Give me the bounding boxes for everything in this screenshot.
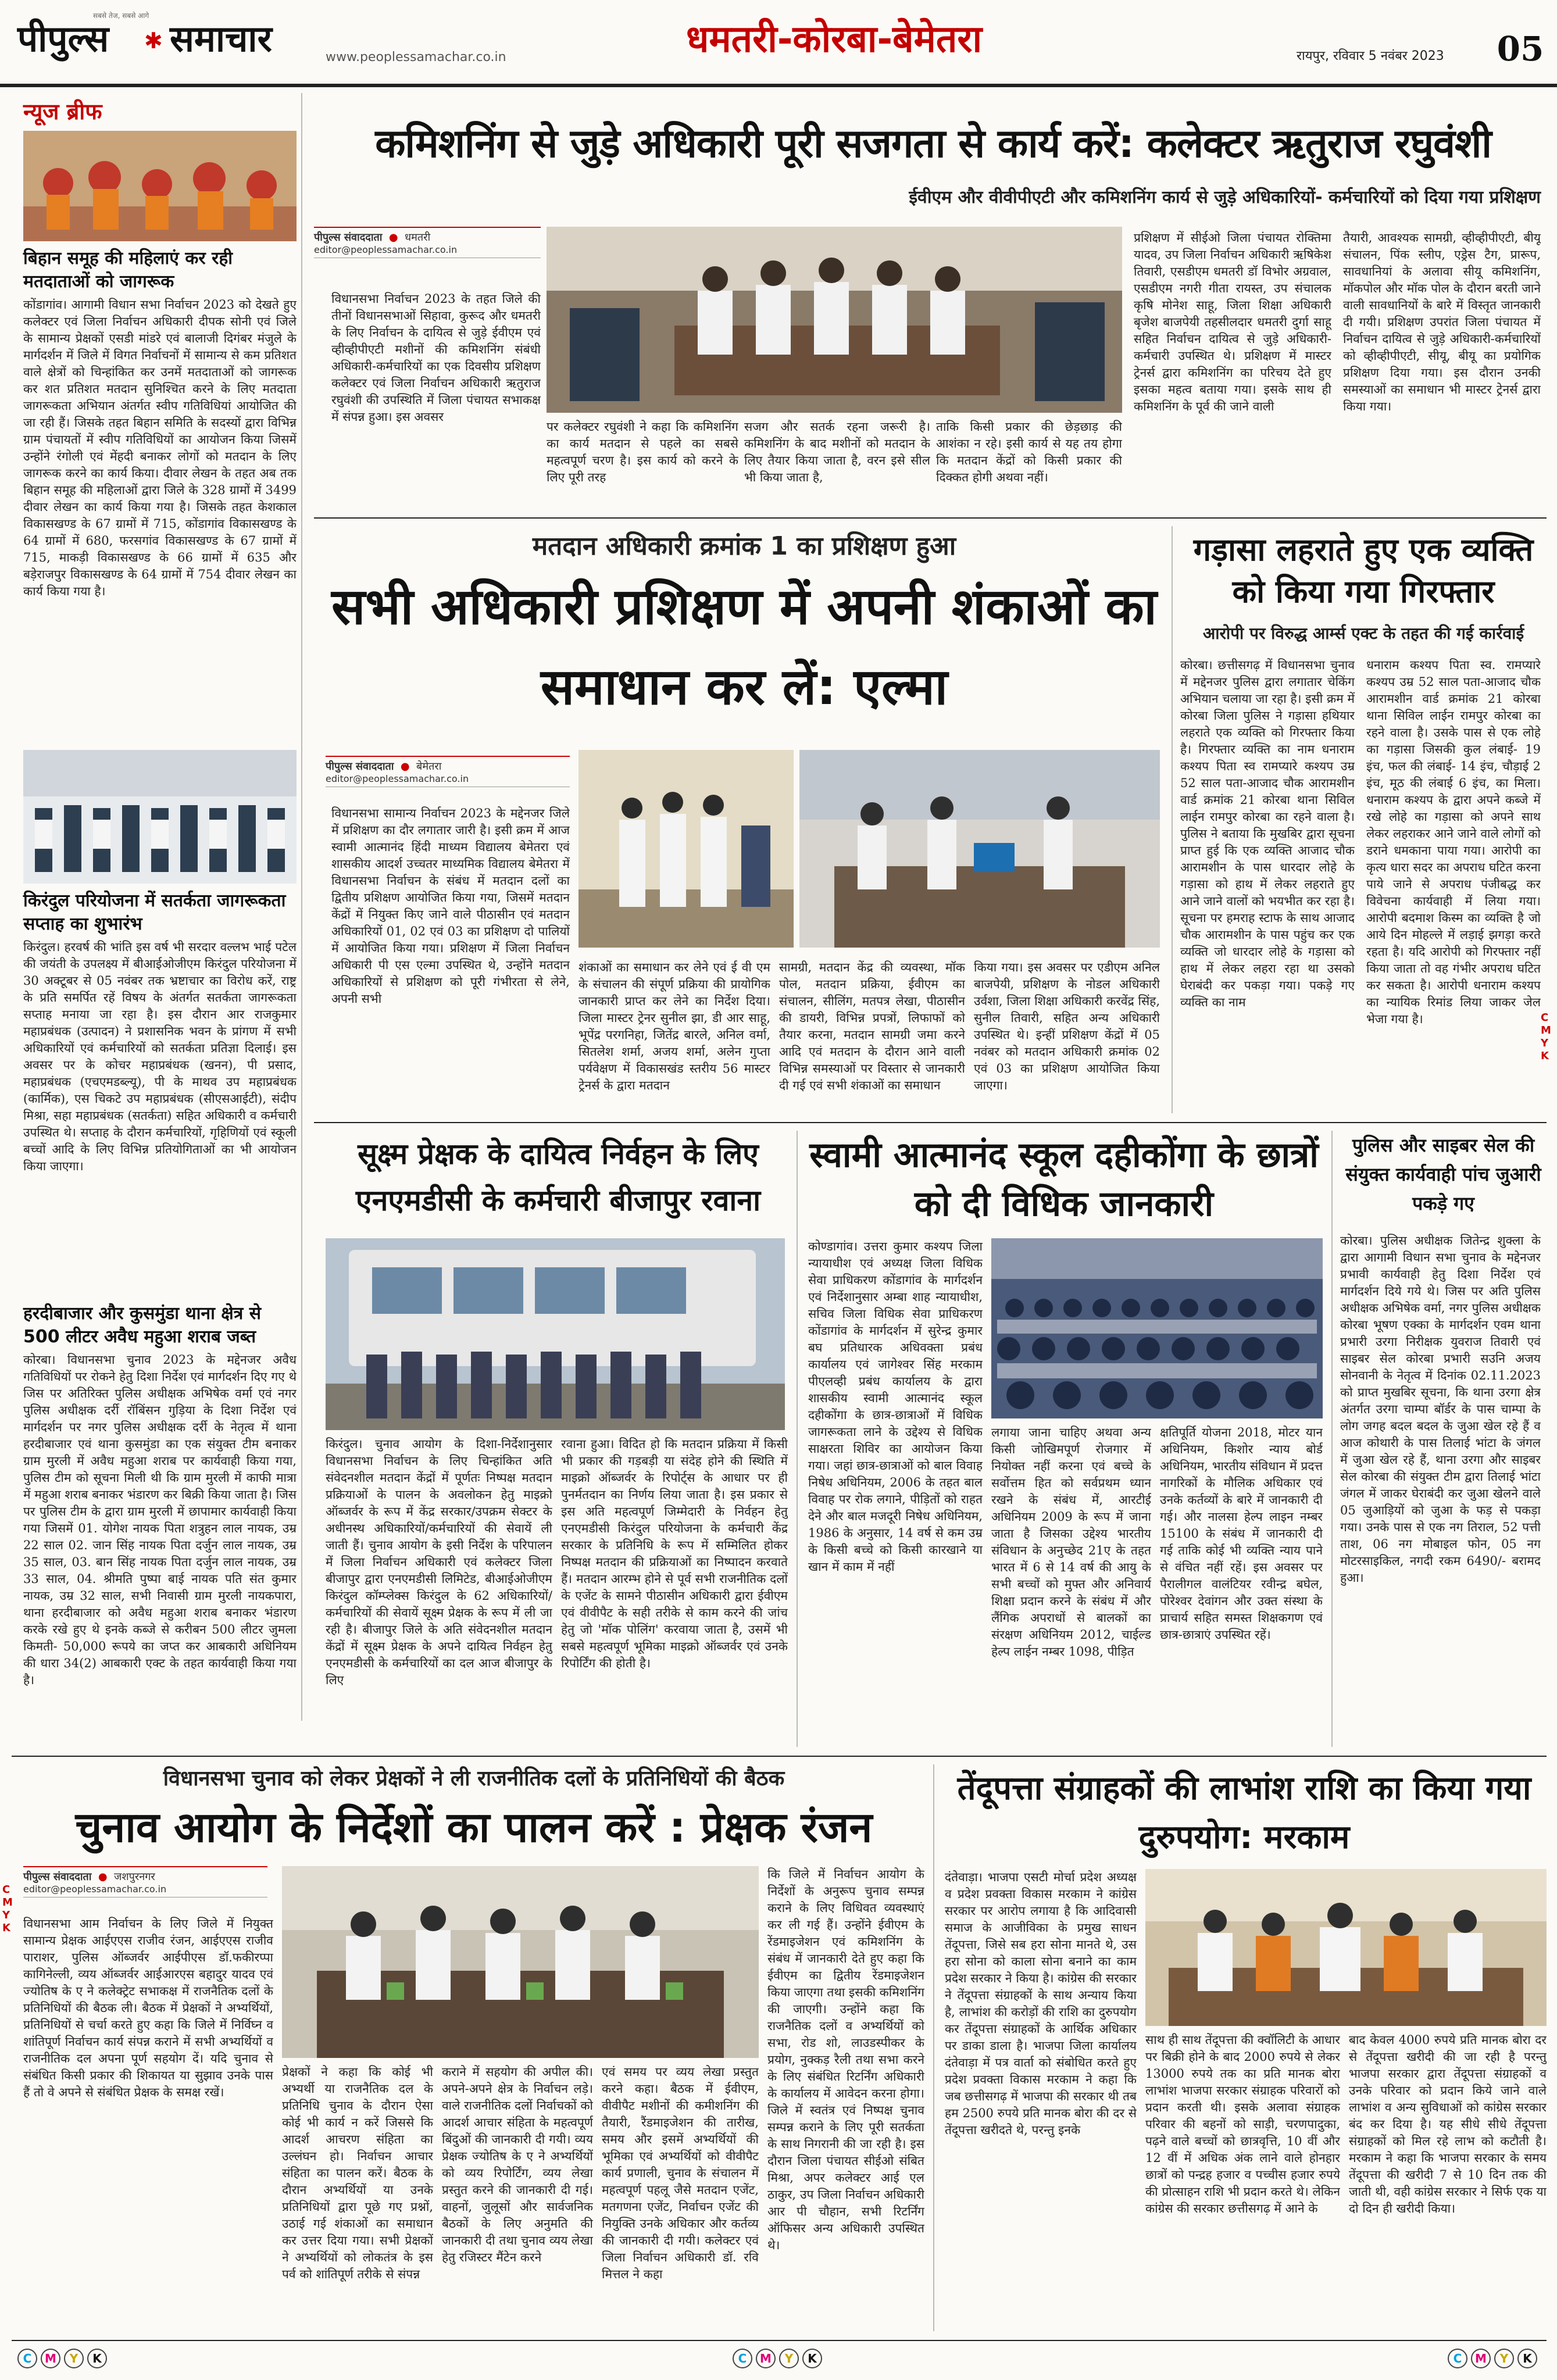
story2-col-3: सामग्री, मतदान केंद्र की व्यवस्था, मॉक पोल, मतदान प्रक्रिया, ईवीएम का संचालन, सीलिंग, मतपत्र लेखा, पीठासीन की डायरी, विभिन्न प्रपत्रों, लिफाफों को तैयार करना, मतदान सामग्री जमा करने आदि एवं मतदान के दौरान आने वाली विभिन्न समस्याओं पर विस्तार से जानकारी दी गई एवं सभी शंकाओं का समाधान (779, 960, 965, 1092)
brief-headline-2: किरंदुल परियोजना में सतर्कता जागरूकता सप्ताह का शुभारंभ (23, 891, 286, 934)
separator-icon: ● (397, 760, 413, 773)
brief-label: न्यूज ब्रीफ (23, 99, 102, 124)
lead-headline: कमिशनिंग से जुड़े अधिकारी पूरी सजगता से कार्य करें: कलेक्टर ऋतुराज रघुवंशी (375, 121, 1491, 167)
cmyk-mark-center (733, 2349, 822, 2368)
story4-headline: सूक्ष्म प्रेक्षक के दायित्व निर्वहन के लिए एनएमडीसी के कर्मचारी बीजापुर रवाना (355, 1137, 761, 1217)
story7-col-5: कि जिले में निर्वाचन आयोग के निर्देशों के अनुरूप चुनाव सम्पन्न कराने के लिए विधिवत व्यवस्थाएं कर ली गई हैं। उन्होंने ईवीएम के रेंडमाइजेशन एवं कमिशनिंग के संबंध में जानकारी देते हुए कहा कि ईवीएम का द्वितीय रेंडमाइजेशन किया जाएगा तथा इसकी कमिशनिंग की जाएगी। उन्होंने कहा कि राजनैतिक दलों व अभ्यर्थियों को सभा, रोड शो, लाउडस्पीकर के प्रयोग, नुक्कड़ रैली तथा सभा करने के लिए संबंधित रिटर्निंग अधिकारी के कार्यालय में आवेदन करना होगा। जिले में स्वतंत्र एवं निष्पक्ष चुनाव सम्पन्न कराने के लिए पूरी सतर्कता के साथ निगरानी की जा रही है। इस दौरान जिला पंचायत सीईओ संबित मिश्रा, अपर कलेक्टर आई एल ठाकुर, उप जिला निर्वाचन अधिकारी आर पी चौहान, सभी रिटर्निंग ऑफिसर अन्य अधिकारी उपस्थित थे। (767, 1867, 924, 2252)
brief-headline-3: हरदीबाजार और कुसमुंडा थाना क्षेत्र से 500 लीटर अवैध महुआ शराब जब्त (23, 1303, 262, 1347)
logo-name-right: समाचार (170, 17, 272, 60)
story3-divider (1172, 526, 1173, 1113)
footer-rule (12, 2340, 1547, 2341)
cmyk-m: M (41, 2349, 60, 2368)
separator-icon: ● (385, 231, 402, 244)
story5-photo-students (991, 1238, 1323, 1418)
story7-col-2: प्रेक्षकों ने कहा कि कोई भी अभ्यर्थी या राजनैतिक दल के प्रतिनिधि चुनाव के दौरान ऐसा कोई भी कार्य न करें जिससे कि आदर्श आचरण संहिता का उल्लंघन हो। निर्वाचन आचार संहिता का पालन करें। बैठक के दौरान अभ्यर्थियों या उनके प्रतिनिधियों द्वारा पूछे गए प्रश्नों, उठाई गई शंकाओं का समाधान कर उत्तर दिया गया। सभी प्रेक्षकों ने अभ्यर्थियों को लोकतंत्र के इस पर्व को शांतिपूर्ण तरीके से संपन्न (282, 2065, 433, 2281)
cmyk-k: K (802, 2349, 822, 2368)
lead-col-5: प्रशिक्षण में सीईओ जिला पंचायत रोक्तिमा यादव, उप जिला निर्वाचन अधिकारी ऋषिकेश तिवारी, एसडीएम धमतरी डॉ विभोर अग्रवाल, एसडीएम नगरी गीता रायस्त, उप संचालक कृषि मोनेश साहू, जिला शिक्षा अधिकारी बृजेश बाजपेयी तहसीलदार धमतरी दुर्गा साहू सहित निर्वाचन दायित्व से जुड़े अधिकारी-कर्मचारी उपस्थित थे। प्रशिक्षण में मास्टर ट्रेनर्स द्वारा कमिशनिंग का परिचय देते हुए इसका महत्व बताया गया। इसके साथ ही कमिशनिंग के पूर्व की जाने वाली (1134, 231, 1331, 413)
story4-col-2: रवाना हुआ। विदित हो कि मतदान प्रक्रिया में किसी भी प्रकार की गड़बड़ी या संदेह होने की स्थिति में माइक्रो ऑब्जर्वर के रिपोर्ट्स के आधार पर ही पुनर्मतदान का निर्णय लिया जाता है। इस प्रकार से इस अति महत्वपूर्ण जिम्मेदारी के निर्वहन हेतु एनएमडीसी किरंदुल परियोजना के कर्मचारी केंद्र सरकार के प्रतिनिधि के रूप में सम्मिलित होकर निष्पक्ष मतदान की प्रक्रियाओं का निष्पादन करवाते हैं। मतदान आरम्भ होने से पूर्व सभी राजनीतिक दलों के एजेंट के सामने पीठासीन अधिकारी द्वारा ईवीएम एवं वीवीपैट के सही तरीके से काम करने की जांच हेतु जो 'मॉक पोलिंग' करवाया जाता है, उसमें भी सबसे महत्वपूर्ण भूमिका माइक्रो ऑब्जर्वर एवं उनके रिपोर्टिंग की होती है। (561, 1437, 788, 1670)
page-number: 05 (1497, 29, 1544, 69)
cmyk-y: Y (1494, 2349, 1514, 2368)
story8-col-3: बाद केवल 4000 रुपये प्रति मानक बोरा दर से तेंदूपत्ता खरीदी की जा रही है परन्तु भाजपा सरकार द्वारा तेंदूपत्ता संग्राहकों व उनके परिवार को प्रदान किये जाने वाले लाभांश व अन्य सुविधाओं को कांग्रेस सरकार बंद कर दिया है। यह सीधे सीधे तेंदूपत्ता संग्राहकों को मिल रहे लाभ को कटौती है। मरकाम ने कहा कि भाजपा सरकार के समय तेंदूपत्ता की खरीदी 7 से 10 दिन तक की जाती थी, वही कांग्रेस सरकार ने सिर्फ एक या दो दिन ही खरीदी किया। (1349, 2033, 1547, 2215)
story2-col-4: किया गया। इस अवसर पर एडीएम अनिल बाजपेयी, प्रशिक्षण के नोडल अधिकारी उर्वशा, जिला शिक्षा अधिकारी करवेंद्र सिंह, सुनील तिवारी, सहित अन्य अधिकारी उपस्थित थे। इन्हीं प्रशिक्षण केंद्रों में 05 नवंबर को मतदान अधिकारी क्रमांक 02 एवं 03 का प्रशिक्षण आयोजित किया जाएगा। (974, 960, 1160, 1092)
logo-star-icon: ✱ (144, 28, 163, 53)
row2-bottom-rule (314, 1122, 1547, 1123)
lead-bottom-rule (314, 517, 1547, 519)
story3-subhead: आरोपी पर विरुद्ध आर्म्स एक्ट के तहत की गई कार्रवाई (1202, 624, 1524, 643)
masthead (0, 0, 1557, 87)
story5-divider (797, 1131, 798, 1747)
story8-divider (933, 1764, 934, 2331)
story2-byline-name: पीपुल्स संवाददाता (326, 760, 394, 773)
story2-byline-place: बेमेतरा (416, 760, 442, 773)
lead-byline-name: पीपुल्स संवाददाता (314, 231, 383, 244)
story8-col-2: साथ ही साथ तेंदूपत्ता की क्वॉलिटी के आधार पर बिक्री होने के बाद 2000 रुपये से लेकर 13000 रुपये तक का प्रति मानक बोरा लाभांश भाजपा सरकार संग्राहक परिवारों को प्रदान करती थी। इसके अलावा संग्राहक परिवार की बहनों को साड़ी, चरणपादुका, पढ़ने वाले बच्चों को छात्रवृत्ति, 10 वीं और 12 वीं में अधिक अंक लाने वाले होनहार छात्रों को पन्द्रह हजार व पच्चीस हजार रुपये की प्रोत्साहन राशि भी प्रदान करते थे। लेकिन कांग्रेस की सरकार छत्तीसगढ़ में आने के (1145, 2033, 1340, 2215)
row3-bottom-rule (12, 1756, 1547, 1757)
story2-headline: सभी अधिकारी प्रशिक्षण में अपनी शंकाओं का समाधान कर लें: एल्मा (331, 578, 1157, 716)
story5-col-1: कोण्डागांव। उत्तरा कुमार कश्यप जिला न्यायाधीश एवं अध्यक्ष जिला विधिक सेवा प्राधिकरण कोंडागांव के मार्गदर्शन एवं निर्देशानुसार अम्बा शाह न्यायाधीश, सचिव जिला विधिक सेवा प्राधिकरण कोंडागांव के मार्गदर्शन में सुरेन्द्र कुमार बघ प्रतिधारक अधिवक्ता प्रबंध कार्यालय एवं जागेश्वर सिंह मरकाम पीएलव्ही प्रबंध कार्यालय के द्वारा शासकीय स्वामी आत्मानंद स्कूल दहीकोंगा के छात्र-छात्राओं में विधिक जागरूकता लाने के उद्देश्य से विधिक साक्षरता शिविर का आयोजन किया गया। जहां छात्र-छात्राओं को बाल विवाह निषेध अधिनियम, 2006 के तहत बाल विवाह पर रोक लगाने, पीड़ितों को राहत देने और बाल मजदूरी निषेध अधिनियम, 1986 के अनुसार, 14 वर्ष से कम उम्र के किसी बच्चे को किसी कारखाने या खान में काम में नहीं (808, 1239, 983, 1574)
story3-headline: गड़ासा लहराते हुए एक व्यक्ति को किया गया गिरफ्तार (1193, 531, 1534, 610)
story7-photo (282, 1866, 759, 2058)
story7-email[interactable]: editor@peoplessamachar.co.in (23, 1884, 167, 1895)
story7-kicker: विधानसभा चुनाव को लेकर प्रेक्षकों ने ली राजनीतिक दलों के प्रतिनिधियों की बैठक (163, 1767, 785, 1791)
logo-name-left: पीपुल्स (17, 17, 109, 60)
story2-col-1: विधानसभा सामान्य निर्वाचन 2023 के मद्देनजर जिले में प्रशिक्षण का दौर लगातार जारी है। इसी क्रम में आज स्वामी आत्मानंद हिंदी माध्यम विद्यालय बेमेतरा एवं शासकीय आदर्श उच्चतर माध्यमिक विद्यालय बेमेतरा में विधानसभा निर्वाचन के संबंध में मतदान दलों का द्वितीय प्रशिक्षण आयोजित किया गया, जिसमें मतदान केंद्रों में नियुक्त किए जाने वाले पीठासीन एवं मतदान अधिकारियों 01, 02 एवं 03 का प्रशिक्षण दो पालियों में आयोजित किया गया। प्रशिक्षण में जिला निर्वाचन अधिकारी पी एस एल्मा उपस्थित थे, उन्होंने मतदान अधिकारियों से प्रशिक्षण को पूरी गंभीरता से लेने, अपनी सभी (331, 806, 570, 1006)
story2-photo-left (578, 750, 794, 948)
side-cmyk-mark-left: CMYK (2, 1884, 13, 1934)
story2-kicker: मतदान अधिकारी क्रमांक 1 का प्रशिक्षण हुआ (532, 531, 956, 561)
separator-icon: ● (95, 1871, 111, 1883)
brief-body-2: किरंदुल। हरवर्ष की भांति इस वर्ष भी सरदार वल्लभ भाई पटेल की जयंती के उपलक्ष्य में बीआईओजीएम किरंदुल परियोजना में 30 अक्टूबर से 05 नवंबर तक भ्रष्टाचार का विरोध करें, राष्ट्र के प्रति समर्पित रहें विषय के अंतर्गत सतर्कता जागरूकता सप्ताह मनाया जा रहा है। इस दौरान आर राजकुमार महाप्रबंधक (उत्पादन) ने प्रशासनिक भवन के प्रांगण में सभी अधिकारियों एवं कर्मचारियों को सतर्कता प्रतिज्ञा दिलाई। इस अवसर पर के कोचर महाप्रबंधक (खनन), पी प्रसाद, महाप्रबंधक (एचएमडब्ल्यू), पी के माथव उप महाप्रबंधक (कार्मिक), एस चिकटे उप महाप्रबंधक (सीएसआईटी), संदीप मिश्रा, सहा महाप्रबंधक (सतर्कता) सहित अधिकारी व कर्मचारी उपस्थित थे। सप्ताह के दौरान कर्मचारियों, गृहिणियों एवं स्कूली बच्चों आदि के लिए विभिन्न प्रतियोगिताओं का भी आयोजन किया जाएगा। (23, 940, 297, 1173)
story5-col-2: लगाया जाना चाहिए अथवा अन्य किसी जोखिमपूर्ण रोजगार में नियोक्त नहीं करना एवं बच्चे के सर्वोत्तम हित को सर्वप्रथम ध्यान रखने के संबंध में, आरटीई अधिनियम 2009 के रूप में जाना जाता है जिसका उद्देश्य भारतीय संविधान के अनुच्छेद 21ए के तहत भारत में 6 से 14 वर्ष की आयु के सभी बच्चों को मुफ्त और अनिवार्य शिक्षा प्रदान करने के संबंध में और लैंगिक अपराधों से बालकों का संरक्षण अधिनियम 2012, चाईल्ड हेल्प लाईन नम्बर 1098, पीड़ित (991, 1425, 1151, 1659)
lead-subhead: ईवीएम और वीवीपीएटी और कमिशनिंग कार्य से जुड़े अधिकारियों- कर्मचारियों को दिया गया प्रशिक्षण (909, 187, 1541, 208)
lead-col-4: ताकि किसी प्रकार की छेड़छाड़ की आशंका न रहे। इसी कार्य से यह तय होगा कि मतदान केंद्रों को किसी प्रकार की दिक्कत होगी अथवा नहीं। (936, 420, 1122, 484)
lead-col-2: पर कलेक्टर रघुवंशी ने कहा कि कमिशनिंग का कार्य मतदान से पहले का सबसे महत्वपूर्ण चरण है। इस कार्य को करने के लिए पूरी तरह (547, 420, 738, 484)
story7-col-4: एवं समय पर व्यय लेखा प्रस्तुत करने कहा। बैठक में ईवीएम, वीवीपैट मशीनों की कमीशनिंग की तैयारी, रैंडमाइजेशन की तारीख, समय और इसमें अभ्यर्थियों की भूमिका एवं अभ्यर्थियों को वीवीपैट कार्य प्रणाली, चुनाव के संचालन में महत्वपूर्ण पहलू जैसे मतदान एजेंट, मतगणना एजेंट, निर्वाचन एजेंट की नियुक्ति उनके अधिकार और कर्तव्य की जानकारी दी गयी। कलेक्टर एवं जिला निर्वाचन अधिकारी डॉ. रवि मित्तल ने कहा (602, 2065, 759, 2281)
cmyk-c: C (733, 2349, 752, 2368)
side-cmyk-mark-right: CMYK (1541, 1012, 1551, 1062)
story4-col-1: किरंदुल। चुनाव आयोग के दिशा-निर्देशानुसार विधानसभा निर्वाचन के लिए चिन्हांकित अति संवेदनशील मतदान केंद्रों में पूर्णतः निष्पक्ष मतदान प्रक्रियाओं के पालन के अवलोकन हेतु माइक्रो ऑब्जर्वर के रूप में केंद्र सरकार/उपक्रम सेक्टर के अधीनस्थ अधिकारियों/कर्मचारियों की सेवायें ली जाती हैं। चुनाव आयोग के इसी निर्देश के परिपालन में जिला निर्वाचन अधिकारी एवं कलेक्टर जिला बीजापुर द्वारा एनएमडीसी लिमिटेड, बीआईओजीएम किरंदुल कॉम्प्लेक्स किरंदुल के 62 अधिकारियों/कर्मचारियों की सेवायें सूक्ष्म प्रेक्षक के रूप में ली जा रही है। बीजापुर जिले के अति संवेदनशील मतदान केंद्रों में सूक्ष्म प्रेक्षक के अपने दायित्व निर्वहन हेतु एनएमडीसी के कर्मचारियों का दल आज बीजापुर के लिए (326, 1437, 552, 1687)
story6-col-1: कोरबा। पुलिस अधीक्षक जितेन्द्र शुक्ला के द्वारा आगामी विधान सभा चुनाव के मद्देनजर प्रभावी कार्यवाही हेतु दिशा निर्देश एवं मार्गदर्शन दिये गये थे। जिस पर अति पुलिस अधीक्षक अभिषेक वर्मा, नगर पुलिस अधीक्षक कोरबा भूषण एक्का के मार्गदर्शन एवम थाना प्रभारी उरगा निरीक्षक युवराज तिवारी एवं साइबर सेल कोरबा प्रभारी सउनि अजय सोनवानी के नेतृत्व में दिनांक 02.11.2023 को प्राप्त मुखबिर सूचना, कि थाना उरगा क्षेत्र अंतर्गत उरगा चाम्पा बॉर्डर के पास चाम्पा के लोग जगह बदल बदल के जुआ खेल रहे हैं व आज कोथारी के पास तिलाई भांटा के जंगल में जुआ खेल रहे हैं, थाना उरगा और साइबर सेल कोरबा की संयुक्त टीम द्वारा तिलाई भांटा जंगल में जाकर घेराबंदी कर जुआ खेलने वाले 05 जुआड़ियों को जुआ के फड़ से पकड़ा गया। उनके पास से एक नग तिराल, 52 पत्ती ताश, 06 नग मोबाइल फोन, 05 नग मोटरसाइकिल, नगदी रकम 6490/- बरामद हुआ। (1340, 1234, 1541, 1585)
lead-byline-place: धमतरी (405, 231, 431, 244)
story8-headline: तेंदूपत्ता संग्राहकों की लाभांश राशि का किया गया दुरुपयोग: मरकाम (957, 1770, 1531, 1856)
brief-divider (301, 93, 302, 1721)
story2-photo-right (799, 750, 1160, 948)
story7-col-3: कराने में सहयोग की अपील की। अपने-अपने क्षेत्र के निर्वाचन लड़े। वाले राजनीतिक दलों निर्वाचकों को आदर्श आचार संहिता के महत्वपूर्ण बिंदुओं की जानकारी दी गयी। व्यय प्रेक्षक ज्योतिष के ए ने अभ्यर्थियों को व्यय रिपोर्टिंग, व्यय लेखा प्रस्तुत करने की जानकारी दी गई। वाहनों, जुलूसों और सार्वजनिक बैठकों के लिए अनुमति की जानकारी दी तथा चुनाव व्यय लेखा हेतु रजिस्टर मैंटेन करने (442, 2065, 593, 2264)
lead-photo (547, 227, 1122, 413)
cmyk-m: M (756, 2349, 776, 2368)
cmyk-m: M (1471, 2349, 1491, 2368)
story3-col-1: कोरबा। छत्तीसगढ़ में विधानसभा चुनाव में मद्देनजर पुलिस द्वारा लगातार चेकिंग अभियान चलाया जा रहा है। इसी क्रम में कोरबा जिला पुलिस ने गड़ासा हथियार लहराते एक व्यक्ति को गिरफ्तार किया है। गिरफ्तार व्यक्ति का नाम धनाराम कश्यप पिता स्व रामप्यारे कश्यप उम्र 52 साल पता-आजाद चौक आरामशीन वार्ड क्रमांक 21 कोरबा थाना सिविल लाईन रामपुर कोरबा का रहने वाला है। पुलिस ने बताया कि मुखबिर द्वारा सूचना प्राप्त हुई कि एक व्यक्ति आजाद चौक आरामशीन के पास धारदार लोहे के गड़ासा को हाथ में लेकर लहराते हुए आने जाने वालों को भयभीत कर रहा है। सूचना पर हमराह स्टाफ के साथ आजाद चौक आरामशीन के पास पहुंच कर एक व्यक्ति जो धारदार लोहे के गड़ासा को हाथ में लेकर लहरा रहा था उसको घेराबंदी कर पकड़ा गया। पकड़े गए व्यक्ति का नाम (1180, 658, 1355, 1009)
brief-headline-1: बिहान समूह की महिलाएं कर रही मतदाताओं को जागरूक (23, 248, 233, 292)
story7-byline-name: पीपुल्स संवाददाता (23, 1871, 92, 1883)
brief-photo-vigilance (23, 750, 297, 884)
brief-photo-women (23, 131, 297, 241)
story2-col-2: शंकाओं का समाधान कर लेने एवं ई वी एम के संचालन की संपूर्ण प्रक्रिया की प्रायोगिक जानकारी प्राप्त कर लेने का निर्देश दिया। जिला मास्टर ट्रेनर सुनील झा, डी आर साहू, भूपेंद्र परगनिहा, जितेंद्र बारले, अनिल वर्मा, सितलेश शर्मा, अजय शर्मा, अलेन गुप्ता पर्यवेक्षण में विकासखंड स्तरीय 56 मास्टर ट्रेनर्स के द्वारा मतदान (578, 960, 770, 1092)
lead-col-6: तैयारी, आवश्यक सामग्री, व्हीव्हीपीएटी, बीयू संचालन, पिंक स्लीप, एड्रेस टैग, प्रारूप, सावधानियां के अलावा सीयू कमिशनिंग, मॉकपोल और मॉक पोल के दौरान बरती जाने वाली सावधानियों के बारे में विस्तृत जानकारी दी गयी। प्रशिक्षण उपरांत जिला पंचायत में निर्वाचन दायित्व से जुड़े अधिकारी-कर्मचारियों को व्हीव्हीपीएटी, सीयू, बीयू का प्रयोगिक प्रशिक्षण दिया गया। इस दौरान उनकी समस्याओं का समाधान भी मास्टर ट्रेनर्स द्वारा किया गया। (1343, 231, 1541, 413)
story7-byline (23, 1866, 267, 1897)
brief-body-1: कोंडागांव। आगामी विधान सभा निर्वाचन 2023 को देखते हुए कलेक्टर एवं जिला निर्वाचन अधिकारी दीपक सोनी एवं जिले के सामान्य प्रेक्षकों एसडी मांडरे एवं बालाजी दिगंबर मंजुले के मार्गदर्शन में जिले में विगत निर्वाचनों में सामान्य से कम प्रतिशत वाले क्षेत्रों को चिन्हांकित कर उनमें मतदाताओं को जागरूक कर शत प्रतिशत मतदान सुनिश्चित करने के लिए मतदाता जागरूकता अभियान अंतर्गत स्वीप गतिविधियां आयोजित की जा रही हैं। जिसके तहत बिहान समिति के सदस्यों द्वारा विभिन्न ग्राम पंचायतों में स्वीप गतिविधियों का आयोजन किया जिसमें उन्होंने रंगोली एवं मेंहदी बनाकर लोगों को मतदान के लिए जागरूक करने का कार्य किया। दीवार लेखन के तहत अब तक बिहान समूह की महिलाओं द्वारा जिले के 328 ग्रामों में 3499 दीवार लेखन का कार्य किया गया है। जिसके तहत केशकाल विकासखण्ड के 67 ग्रामों में 715, कोंडागांव विकासखण्ड के 64 ग्रामों में 680, फरसगांव विकासखण्ड के 67 ग्रामों में 715, माकड़ी विकासखण्ड के 66 ग्रामों में 635 और बड़ेराजपुर विकासखण्ड के 64 ग्रामों में 754 दीवार लेखन का कार्य किया गया है। (23, 298, 297, 598)
lead-byline (314, 227, 541, 258)
story7-headline: चुनाव आयोग के निर्देशों का पालन करें : प्रेक्षक रंजन (75, 1803, 873, 1852)
lead-col-3: सजग और सतर्क रहना जरूरी है। कमिशनिंग के बाद मशीनों को मतदान के लिए तैयार किया जाता है, वरन इसे सील भी किया जाता है, (744, 420, 930, 484)
story2-email[interactable]: editor@peoplessamachar.co.in (326, 773, 469, 784)
cmyk-c: C (17, 2349, 37, 2368)
story8-photo (1145, 1869, 1547, 2026)
section-title: धमतरी-कोरबा-बेमेतरा (686, 18, 983, 61)
cmyk-c: C (1448, 2349, 1467, 2368)
lead-col-1: विधानसभा निर्वाचन 2023 के तहत जिले की तीनों विधानसभाओं सिहावा, कुरूद और धमतरी के लिए निर्वाचन के दायित्व से जुड़े ईवीएम एवं व्हीव्हीपीएटी मशीनों की कमिशनिंग संबंधी अधिकारी-कर्मचारियों का एक दिवसीय प्रशिक्षण कलेक्टर एवं जिला निर्वाचन अधिकारी ऋतुराज रघुवंशी की उपस्थिति में जिला पंचायत सभाकक्ष में संपन्न हुआ। इस अवसर (331, 292, 541, 424)
cmyk-mark-right (1448, 2349, 1537, 2368)
cmyk-mark-left (17, 2349, 107, 2368)
story6-divider (1331, 1131, 1333, 1747)
story3-col-2: धनाराम कश्यप पिता स्व. रामप्यारे कश्यप उम्र 52 साल पता-आजाद चौक आरामशीन वार्ड क्रमांक 21 कोरबा थाना सिविल लाईन रामपुर कोरबा का रहने वाला है। उसके पास से एक लोहे का गड़ासा जिसकी कुल लंबाई- 19 इंच, फल की लंबाई- 14 इंच, चौड़ाई 2 इंच, मूठ की लंबाई 6 इंच, का मिला। धनाराम कश्यप के द्वारा अपने कब्जे में रखे लोहे का गड़ासा को अपने साथ लेकर लहराकर आने जाने वाले लोगों को डराने धमकाना पाया गया। आरोपी का कृत्य धारा सदर का अपराध घटित करना पाये जाने से अपराध पंजीबद्ध कर विवेचना कार्यवाही में लिया गया। आरोपी बदमाश किस्म का व्यक्ति है जो आये दिन मोहल्ले में लड़ाई झगड़ा करते रहता है। यदि आरोपी को गिरफ्तार नहीं किया जाता तो वह गंभीर अपराध घटित कर सकता है। आरोपी धनाराम कश्यप का न्यायिक रिमांड लिया जाकर जेल भेजा गया है। (1366, 658, 1541, 1026)
story4-photo-bus (326, 1238, 785, 1430)
site-url[interactable]: www.peoplessamachar.co.in (326, 50, 506, 65)
story7-byline-place: जशपुरनगर (114, 1871, 155, 1883)
lead-email[interactable]: editor@peoplessamachar.co.in (314, 244, 458, 255)
brief-body-3: कोरबा। विधानसभा चुनाव 2023 के मद्देनजर अवैध गतिविधियों पर रोकने हेतु दिशा निर्देश एवं मार्गदर्शन दिए गए थे जिस पर अतिरिक्त पुलिस अधीक्षक अभिषेक वर्मा एवं नगर पुलिस अधीक्षक दर्री रॉबिंसन गुड़िया के दिशा निर्देश एवं मार्गदर्शन पर नगर पुलिस अधीक्षक दर्री के नेतृत्व में थाना हरदीबाजार एवं थाना कुसमुंडा का एक संयुक्त टीम बनाकर ग्राम मुरली में अवैध महुआ शराब पर कार्यवाही किया गया, पुलिस टीम को सूचना मिली थी कि ग्राम मुरली में काफी मात्रा में महुआ शराब बनाकर भंडारण कर बिक्री किया जाता है। जिस पर पुलिस टीम के द्वारा ग्राम मुरली में छापामार कार्यवाही किया गया जिसमें 01. योगेश नायक पिता शत्रुहन लाल नायक, उम्र 22 साल 02. जान सिंह नायक पिता दर्जुन लाल नायक, उम्र 35 साल, 03. बान सिंह नायक पिता दर्जुन लाल नायक, उम्र 33 साल, 04. श्रीमति पुष्पा बाई नायक पति संत कुमार नायक, उम्र 32 साल, सभी निवासी ग्राम मुरली नायकपारा, थाना हरदीबाजार को अवैध महुआ शराब बनाकर भंडारण करके रखे हुए थे इनके कब्जे से करीबन 500 लीटर जुमला किमती- 50,000 रूपये का जप्त कर आबकारी अधिनियम की धारा 34(2) आबकारी एक्ट के तहत कार्यवाही किया गया है। (23, 1353, 297, 1687)
cmyk-k: K (1517, 2349, 1537, 2368)
cmyk-k: K (87, 2349, 107, 2368)
cmyk-y: Y (779, 2349, 799, 2368)
dateline: रायपुर, रविवार 5 नवंबर 2023 (1297, 49, 1444, 63)
story6-headline: पुलिस और साइबर सेल की संयुक्त कार्यवाही पांच जुआरी पकड़े गए (1345, 1134, 1541, 1214)
paper-logo (17, 10, 320, 69)
cmyk-y: Y (64, 2349, 84, 2368)
logo-tagline: सबसे तेज, सबसे आगे (93, 12, 149, 20)
story5-col-3: क्षतिपूर्ति योजना 2018, मोटर यान अधिनियम, किशोर न्याय बोर्ड अधिनियम, भारतीय संविधान में प्रदत्त नागरिकों के मौलिक अधिकार एवं उनके कर्तव्यों के बारे में जानकारी दी गई। और नालसा हेल्प लाइन नम्बर 15100 के संबंध में जानकारी दी गई ताकि कोई भी व्यक्ति न्याय पाने से वंचित नहीं रहें। इस अवसर पर पैरालीगल वालंटियर रवीन्द्र बघेल, पोरेश्वर देवांगन और उक्त संस्था के प्राचार्य सहित समस्त शिक्षकगण एवं छात्र-छात्राएं उपस्थित रहें। (1160, 1425, 1323, 1642)
story2-byline (326, 756, 570, 787)
story5-headline: स्वामी आत्मानंद स्कूल दहीकोंगा के छात्रों को दी विधिक जानकारी (809, 1135, 1319, 1224)
story8-col-1: दंतेवाड़ा। भाजपा एसटी मोर्चा प्रदेश अध्यक्ष व प्रदेश प्रवक्ता विकास मरकाम ने कांग्रेस सरकार पर आरोप लगाया है कि आदिवासी समाज के आजीविका के प्रमुख साधन तेंदूपत्ता, जिसे सब हरा सोना मानते थे, उस हरा सोना को काला सोना बनाने का काम प्रदेश सरकार ने किया है। कांग्रेस की सरकार ने तेंदूपत्ता संग्राहकों के साथ अन्याय किया है, लाभांश की करोड़ों की राशि का दुरुपयोग कर तेंदूपत्ता संग्राहकों के आर्थिक अधिकार पर डाका डाला है। भाजपा जिला कार्यालय दंतेवाड़ा में पत्र वार्ता को संबोधित करते हुए प्रदेश प्रवक्ता विकास मरकाम ने कहा कि जब छत्तीसगढ़ में भाजपा की सरकार थी तब हम 2500 रुपये प्रति मानक बोरा की दर से तेंदूपत्ता खरीदते थे, परन्तु इनके (945, 1870, 1137, 2137)
story7-col-1: विधानसभा आम निर्वाचन के लिए जिले में नियुक्त सामान्य प्रेक्षक आईएएस राजीव रंजन, आईएएस राजीव पाराशर, पुलिस ऑब्जर्वर आईपीएस डॉ.फकीरप्पा कागिनेल्ली, व्यय ऑब्जर्वर आईआरएस बहादुर यादव एवं ज्योतिष के ए ने कलेक्ट्रेट सभाकक्ष में राजनैतिक दलों के प्रतिनिधियों की बैठक ली। बैठक में प्रेक्षकों ने अभ्यर्थियों, प्रतिनिधियों से चर्चा करते हुए कहा कि जिले में निर्विघ्न व शांतिपूर्ण निर्वाचन कार्य संपन्न कराने में सभी अभ्यर्थियों व राजनीतिक दल अपना पूर्ण सहयोग दें। यदि चुनाव से संबंधित किसी प्रकार की शिकायत या सुझाव उनके पास हैं तो वे अपने से संबंधित प्रेक्षक के समक्ष रखें। (23, 1917, 273, 2099)
